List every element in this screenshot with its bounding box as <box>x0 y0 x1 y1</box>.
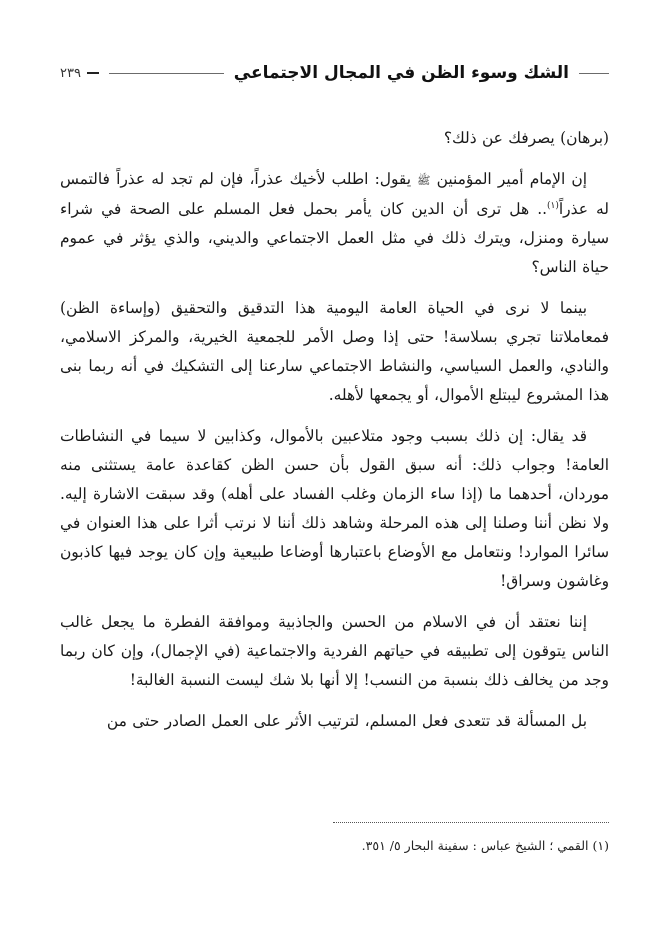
body-text <box>60 124 609 748</box>
header-dash <box>87 72 99 74</box>
page-number: ٢٣٩ <box>60 65 81 81</box>
paragraph: قد يقال: إن ذلك بسبب وجود متلاعبين بالأموال، وكذابين لا سيما في النشاطات العامة! وجواب ذلك: أنه سبق القول بأن حسن الظن كقاعدة عامة يستثنى منه موردان، أحدهما ما (إذا ساء الزمان وغلب الفساد على أهله) وقد سبقت الاشارة إليه. ولا نظن أننا وصلنا إلى هذه المرحلة وشاهد ذلك أننا لا نرتب أثرا على هذا العنوان في سائرا الموارد! ونتعامل مع الأوضاع باعتبارها أوضاعا طبيعية وإن كان يوجد فيها كاذبون وغاشون وسراق! <box>60 427 609 590</box>
paragraph: إننا نعتقد أن في الاسلام من الحسن والجاذبية وموافقة الفطرة ما يجعل غالب الناس يتوقون إلى تطبيقه في حياتهم الفردية والاجتماعية (في الإجمال)، وإن كان ربما وجد من يخالف ذلك بنسبة من النسب! إلا أنها بلا شك ليست النسبة الغالبة! <box>60 613 609 689</box>
footnote: (١) القمي ؛ الشيخ عباس : سفينة البحار ٥/ ٣٥١. <box>361 838 609 853</box>
header-rule <box>109 73 224 74</box>
running-title: الشك وسوء الظن في المجال الاجتماعي <box>233 63 569 83</box>
footnote-marker[interactable]: (١) <box>547 200 559 211</box>
paragraph-text: إن الإمام أمير المؤمنين <box>430 170 587 188</box>
honorific-glyph: ﷺ <box>417 174 431 187</box>
paragraph: بل المسألة قد تتعدى فعل المسلم، لترتيب الأثر على العمل الصادر حتى من <box>106 712 587 730</box>
header-rule-right <box>579 73 609 74</box>
page-header <box>60 58 609 88</box>
paragraph-text: .. هل ترى أن الدين كان يأمر بحمل فعل المسلم على الصحة في شراء سيارة ومنزل، ويترك ذلك في مثل العمل الاجتماعي والديني، والذي يؤثر في عموم حياة الناس؟ <box>60 200 609 276</box>
paragraph <box>60 165 609 282</box>
paragraph: (برهان) يصرفك عن ذلك؟ <box>443 129 609 147</box>
paragraph-text: يقول: اطلب لأخيك عذراً، فإن لم تجد له عذراً فالتمس له عذراً <box>60 170 609 218</box>
footnote-divider <box>333 822 609 823</box>
paragraph: بينما لا نرى في الحياة العامة اليومية هذا التدقيق والتحقيق (وإساءة الظن) فمعاملاتنا تجري بسلاسة! حتى إذا وصل الأمر للجمعية الخيرية، والمركز الاسلامي، والنادي، والعمل السياسي، والنشاط الاجتماعي سارعنا إلى التشكيك في أنه ربما بنى هذا المشروع ليبتلع الأموال، أو يجمعها لأهله. <box>60 299 609 404</box>
